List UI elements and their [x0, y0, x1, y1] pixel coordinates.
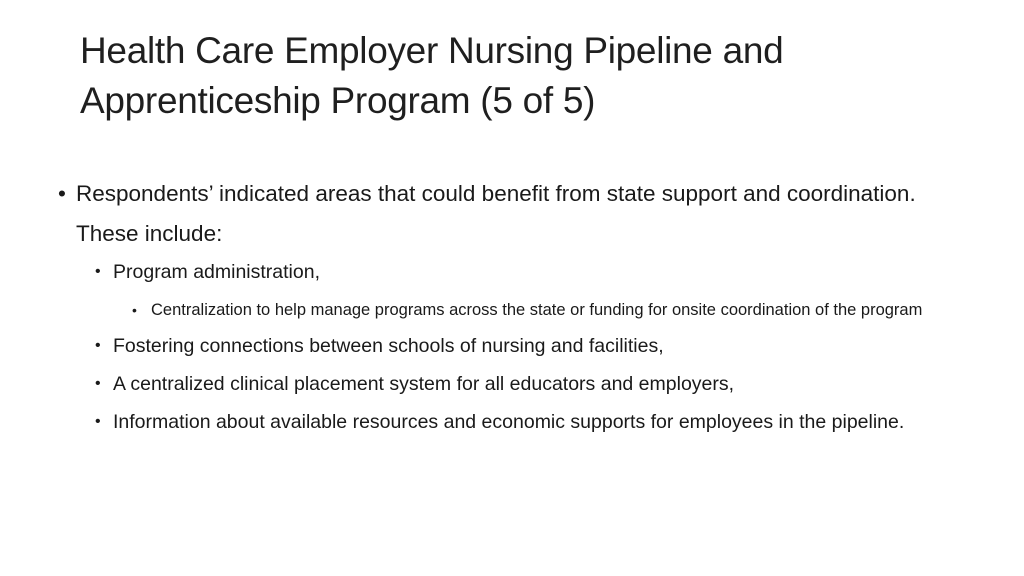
bullet-respondents — [58, 174, 938, 254]
bullet-text: Centralization to help manage programs across the state or funding for onsite coordination of the program — [151, 301, 923, 319]
bullet-icon: • — [95, 375, 101, 392]
bullet-fostering-connections — [95, 328, 938, 364]
slide-title: Health Care Employer Nursing Pipeline and Apprenticeship Program (5 of 5) — [80, 30, 784, 121]
bullet-icon: • — [95, 263, 101, 280]
slide-body — [58, 174, 938, 440]
bullet-text: Respondents’ indicated areas that could benefit from state support and coordination. These include: — [76, 181, 916, 246]
bullet-information-resources — [95, 404, 938, 440]
bullet-icon: • — [132, 302, 137, 318]
bullet-icon: • — [95, 413, 101, 430]
bullet-clinical-placement — [95, 366, 938, 402]
bullet-text: A centralized clinical placement system for all educators and employers, — [113, 373, 735, 395]
bullet-icon: • — [58, 181, 66, 206]
bullet-text: Program administration, — [113, 261, 320, 283]
bullet-program-administration — [95, 254, 938, 290]
bullet-text: Fostering connections between schools of nursing and facilities, — [113, 335, 664, 357]
bullet-icon: • — [95, 337, 101, 354]
bullet-text: Information about available resources and economic supports for employees in the pipeline. — [113, 411, 905, 433]
bullet-centralization — [132, 296, 938, 324]
